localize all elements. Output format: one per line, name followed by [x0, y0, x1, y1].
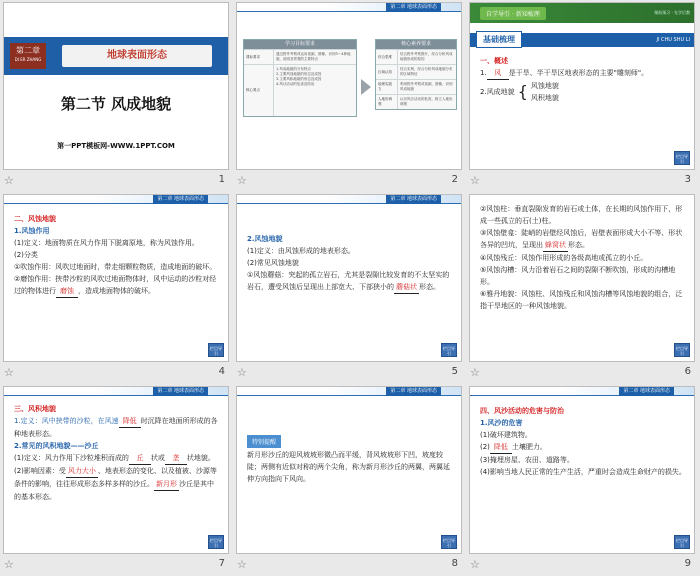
body-line: 2.风成地貌 { 风蚀地貌 风积地貌: [480, 82, 559, 102]
band-en: JI CHU SHU LI: [656, 37, 690, 43]
nav-guide-icon[interactable]: 栏目导引: [674, 151, 690, 165]
nav-guide-icon[interactable]: 栏目导引: [441, 535, 457, 549]
slide-body: ②风蚀柱：垂直裂隙发育的岩石或土体，在长期的风蚀作用下，形成一些孤立的石(土)柱。 ③风蚀壁龛：陡峭的岩壁经风蚀后，岩壁表面形成大小不等、形状各异的凹坑，呈现出 蜂窝状 形态。 ④风蚀残丘：风蚀作用形成的各级高地或孤立的小丘。 ⑤风蚀沟槽：风力沿着岩石之间的裂隙不断吹蚀，形成的沟槽地形。 ⑥雅丹地貌：风蚀柱、风蚀残丘和风蚀沟槽等风蚀地貌的组合，泛指干旱地区的一种风蚀地貌。: [480, 205, 683, 310]
answer-blank: 蘑菇状: [394, 281, 419, 294]
star-icon[interactable]: ☆: [237, 366, 247, 379]
slide-number: 2: [451, 174, 458, 185]
chapter-en: DI ER ZHANG: [14, 57, 42, 62]
star-icon[interactable]: ☆: [237, 174, 247, 187]
slide-thumb-8[interactable]: [233, 384, 466, 576]
slide-number: 8: [451, 558, 458, 569]
answer-blank: 降低: [119, 415, 141, 428]
slide-thumb-6[interactable]: [466, 192, 699, 384]
table-row: 综合思维 结合野外考察图片，综合分析风成地貌形成的原因: [376, 49, 456, 64]
slide-number: 5: [451, 366, 458, 377]
slide-footer-text: 第一PPT模板网-WWW.1PPT.COM: [57, 142, 175, 150]
star-icon[interactable]: ☆: [4, 366, 14, 379]
thumb-footer: [466, 556, 699, 574]
slide-thumb-3[interactable]: [466, 0, 699, 192]
slide-number: 4: [218, 366, 225, 377]
slide-number: 9: [684, 558, 691, 569]
answer-blank: 降低: [490, 441, 512, 454]
nav-guide-icon[interactable]: 栏目导引: [441, 343, 457, 357]
slide-body: 2.风蚀地貌 (1)定义：由风蚀形成的地表形态。 (2)常见风蚀地貌 ①风蚀蘑菇：突起的孤立岩石，尤其是裂隙比较发育的不太坚实的岩石，遭受风蚀后呈现出上部宽大、下部狭小的 蘑菇状 形态。: [247, 233, 453, 294]
thumb-footer: [0, 172, 233, 190]
slide-body: [480, 55, 686, 104]
slide-canvas: [3, 2, 229, 170]
slide-number: 3: [684, 174, 691, 185]
star-icon[interactable]: ☆: [470, 174, 480, 187]
header-tag: 第二章 地球表面形态: [386, 195, 441, 204]
slide-body: 新月形沙丘的迎风坡坡形微凸而平缓，背风坡坡形下凹，坡度较陡；两侧有近似对称的两个尖角，称为新月形沙丘的两翼，两翼延伸方向指向下风向。: [247, 451, 450, 483]
thumb-footer: [466, 364, 699, 382]
table-header: 核心素养要求: [376, 40, 456, 49]
slide-thumb-4[interactable]: [0, 192, 233, 384]
star-icon[interactable]: ☆: [470, 366, 480, 379]
answer-blank: 新月形: [154, 478, 179, 491]
body-line: 1. 风 是干旱、半干旱区地表形态的主要"雕刻师"。: [480, 67, 686, 80]
thumb-footer: [233, 172, 466, 190]
nav-guide-icon[interactable]: 栏目导引: [208, 343, 224, 357]
slide-number: 1: [218, 174, 225, 185]
star-icon[interactable]: ☆: [4, 558, 14, 571]
star-icon[interactable]: ☆: [237, 558, 247, 571]
arrow-icon: [361, 79, 371, 95]
slide-canvas: [469, 2, 695, 170]
header-tag: 第二章 地球表面形态: [386, 3, 441, 12]
nav-guide-icon[interactable]: 栏目导引: [674, 535, 690, 549]
header-bar: [4, 195, 228, 204]
slide-thumb-9[interactable]: [466, 384, 699, 576]
header-bar: [470, 387, 694, 396]
answer-blank: 风: [487, 67, 509, 80]
slide-canvas: [236, 194, 462, 362]
table-row: 课标要求 通过野外考察或运用视频、图像，识别3～4种地貌，说明其景观的主要特点: [244, 49, 356, 64]
literacy-table: [375, 39, 457, 110]
slide-thumb-5[interactable]: [233, 192, 466, 384]
table-header: 学习目标要求: [244, 40, 356, 49]
slide-thumb-2[interactable]: [233, 0, 466, 192]
slide-canvas: [3, 386, 229, 554]
slide-number: 6: [684, 366, 691, 377]
header-tag: 第二章 地球表面形态: [619, 387, 674, 396]
thumb-footer: [233, 556, 466, 574]
nav-guide-icon[interactable]: 栏目导引: [208, 535, 224, 549]
slide-body: 三、风积地貌 1.定义：风中挟带的沙粒，在风速 降低 时沉降在地面所形成的各种地表形态。 2.常见的风积地貌——沙丘 (1)定义：风力作用下沙粒堆积而成的 丘 状或 垄 状地貌。 (2)影响因素：受 风力大小 、地表形态的变化、以及植被、沙源等条件的影响，往往形成形态多样多样的沙丘。 新月形 沙丘是其中的基本形态。: [14, 405, 218, 501]
header-tag: 第二章 地球表面形态: [153, 195, 208, 204]
header-tag: 第二章 地球表面形态: [153, 387, 208, 396]
slide-canvas: [469, 386, 695, 554]
thumb-footer: [233, 364, 466, 382]
reminder-tag: 特别提醒: [247, 435, 281, 448]
table-row: 地理实践力 利用野外考察或视频、图像，识别风成地貌: [376, 79, 456, 94]
brace-icon: {: [517, 82, 528, 101]
section-hint: 课前预习 · 先学后教: [654, 10, 690, 15]
slide-thumb-1[interactable]: [0, 0, 233, 192]
header-bar: [237, 387, 461, 396]
basic-band: [470, 33, 695, 47]
band-label: 基础梳理: [476, 31, 522, 48]
chapter-subtitle: 地球表面形态: [62, 45, 212, 67]
table-row: 区域认知 结合实例，综合分析风成地貌分布的区域特征: [376, 64, 456, 79]
header-tag: 第二章 地球表面形态: [386, 387, 441, 396]
chapter-label: 第二章: [16, 46, 40, 55]
slide-body: 四、风沙活动的危害与防治 1.风沙的危害 (1)破坏建筑物。 (2) 降低 土壤肥力。 (3)掩埋房屋、农田、道路等。 (4)影响当地人民正常的生产生活，严重时会造成生命财产的损失。: [480, 407, 686, 476]
header-bar: [237, 3, 461, 12]
slide-thumb-7[interactable]: [0, 384, 233, 576]
slide-canvas: [236, 386, 462, 554]
header-bar: [237, 195, 461, 204]
slide-body: 二、风蚀地貌 1.风蚀作用 (1)定义：地面物质在风力作用下脱离原地，称为风蚀作用。 (2)分类 ①吹蚀作用：风吹过地面时，带走细颗粒物质，造成地面的破坏。 ②磨蚀作用：挟带沙粒的风吹过地面物体时，风中运动的沙粒对经过的物体进行 磨蚀 ，造成地面物体的破坏。: [14, 213, 220, 298]
star-icon[interactable]: ☆: [4, 174, 14, 187]
answer-blank: 丘: [129, 452, 151, 465]
chapter-badge: [10, 43, 46, 69]
objectives-table: [243, 39, 357, 117]
slide-canvas: [469, 194, 695, 362]
section-label: 自学导引 · 新知梳理: [480, 7, 546, 20]
table-row: 核心要点 1.风成地貌的分布特点 2.主要风蚀地貌的形态及成因 3.主要风积地貌的形态及成因 4.风沙活动的危害及防治: [244, 64, 356, 116]
slide-canvas: [3, 194, 229, 362]
thumb-footer: [0, 556, 233, 574]
table-row: 人地协调观 认识风沙活动的危害，树立人地协调观: [376, 94, 456, 109]
thumb-footer: [0, 364, 233, 382]
answer-blank: 垄: [165, 452, 187, 465]
slide-canvas: [236, 2, 462, 170]
nav-guide-icon[interactable]: 栏目导引: [674, 343, 690, 357]
section-header: [470, 3, 695, 23]
answer-blank: 风力大小: [66, 465, 98, 478]
section-heading: 一、概述: [480, 57, 508, 65]
thumb-footer: [466, 172, 699, 190]
slide-title: 第二节 风成地貌: [60, 95, 172, 113]
header-bar: [4, 387, 228, 396]
slide-number: 7: [218, 558, 225, 569]
answer-blank: 磨蚀: [56, 285, 78, 298]
star-icon[interactable]: ☆: [470, 558, 480, 571]
answer-blank: 蜂窝状: [543, 239, 568, 252]
